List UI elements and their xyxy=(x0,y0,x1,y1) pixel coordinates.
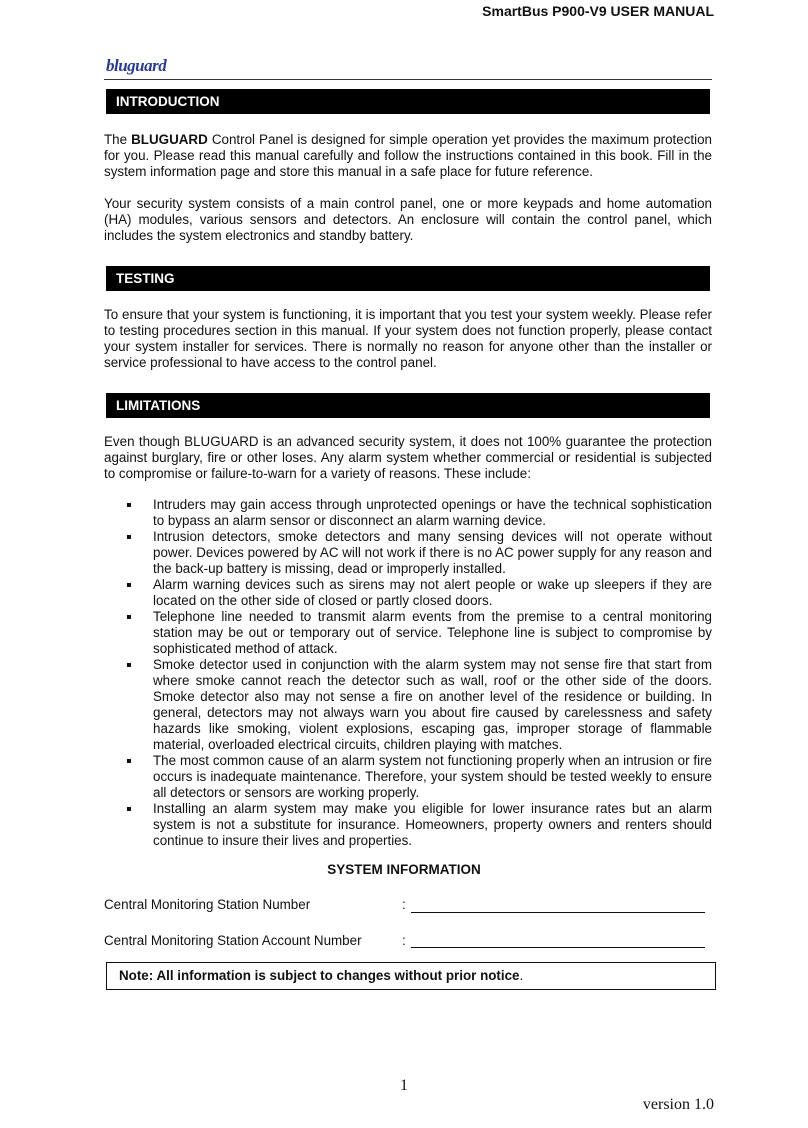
monitoring-account-number-input-line xyxy=(411,947,705,948)
bullet-icon xyxy=(127,759,131,763)
field-colon: : xyxy=(402,933,406,948)
notice-box: Note: All information is subject to changes without prior notice. xyxy=(106,962,716,990)
monitoring-station-number-label: Central Monitoring Station Number xyxy=(104,897,311,912)
bullet-icon xyxy=(127,503,131,507)
testing-paragraph: To ensure that your system is functioning, it is important that you test your system weekly. Please refer to testing procedures section in this manual. If your system does not function properly, please contact your system installer for services. There is normally no reason for anyone other than the installer or service professional to have access to the control panel. xyxy=(104,307,712,370)
bluguard-logo: bluguard xyxy=(106,56,167,75)
introduction-heading: INTRODUCTION xyxy=(106,89,710,114)
introduction-paragraph-2: Your security system consists of a main control panel, one or more keypads and home automation (HA) modules, various sensors and detectors. An enclosure will contain the control panel, which includes the system electronics and standby battery. xyxy=(104,196,712,243)
list-item: Intruders may gain access through unprotected openings or have the technical sophistication to bypass an alarm sensor or disconnect an alarm warning device. xyxy=(104,497,712,529)
list-item: Intrusion detectors, smoke detectors and many sensing devices will not operate without power. Devices powered by AC will not work if there is no AC power supply for any reason and the back-up battery is missing, dead or improperly installed. xyxy=(104,529,712,577)
limitations-paragraph: Even though BLUGUARD is an advanced security system, it does not 100% guarantee the protection against burglary, fire or other loses. Any alarm system whether commercial or residential is subjected to compromise or failure-to-warn for a variety of reasons. These include: xyxy=(104,434,712,481)
version-label: version 1.0 xyxy=(642,1096,714,1113)
bullet-icon xyxy=(127,535,131,539)
limitations-heading: LIMITATIONS xyxy=(106,393,710,418)
list-item: Alarm warning devices such as sirens may not alert people or wake up sleepers if they are located on the other side of closed or partly closed doors. xyxy=(104,577,712,609)
page-number: 1 xyxy=(400,1077,408,1094)
header-divider xyxy=(104,79,712,80)
list-item: The most common cause of an alarm system not functioning properly when an intrusion or fire occurs is inadequate maintenance. Therefore, your system should be tested weekly to ensure all detectors or sensors are working properly. xyxy=(104,753,712,801)
system-information-heading: SYSTEM INFORMATION xyxy=(327,862,481,877)
limitations-list xyxy=(104,497,712,849)
bullet-icon xyxy=(127,663,131,667)
document-header-title: SmartBus P900-V9 USER MANUAL xyxy=(482,3,714,19)
list-item: Telephone line needed to transmit alarm events from the premise to a central monitoring station may be out or temporary out of service. Telephone line is subject to compromise by sophisticated method of attack. xyxy=(104,609,712,657)
field-colon: : xyxy=(402,897,406,912)
monitoring-station-number-input-line xyxy=(411,912,705,913)
introduction-paragraph-1: The BLUGUARD Control Panel is designed for simple operation yet provides the maximum protection for you. Please read this manual carefully and follow the instructions contained in this book. Fill in the system information page and store this manual in a safe place for future reference. xyxy=(104,132,713,179)
bullet-icon xyxy=(127,583,131,587)
list-item: Smoke detector used in conjunction with the alarm system may not sense fire that start from where smoke cannot reach the detector such as wall, roof or the other side of the doors. Smoke detector also may not sense a fire on another level of the residence or building. In general, detectors may not always warn you about fire caused by carelessness and safety hazards like smoking, violent explosions, escaping gas, improper storage of flammable material, overloaded electrical circuits, children playing with matches. xyxy=(104,657,712,753)
monitoring-account-number-label: Central Monitoring Station Account Number xyxy=(104,933,362,948)
bullet-icon xyxy=(127,807,131,811)
testing-heading: TESTING xyxy=(106,266,710,291)
bullet-icon xyxy=(127,615,131,619)
list-item: Installing an alarm system may make you eligible for lower insurance rates but an alarm system is not a substitute for insurance. Homeowners, property owners and renters should continue to insure their lives and properties. xyxy=(104,801,712,849)
